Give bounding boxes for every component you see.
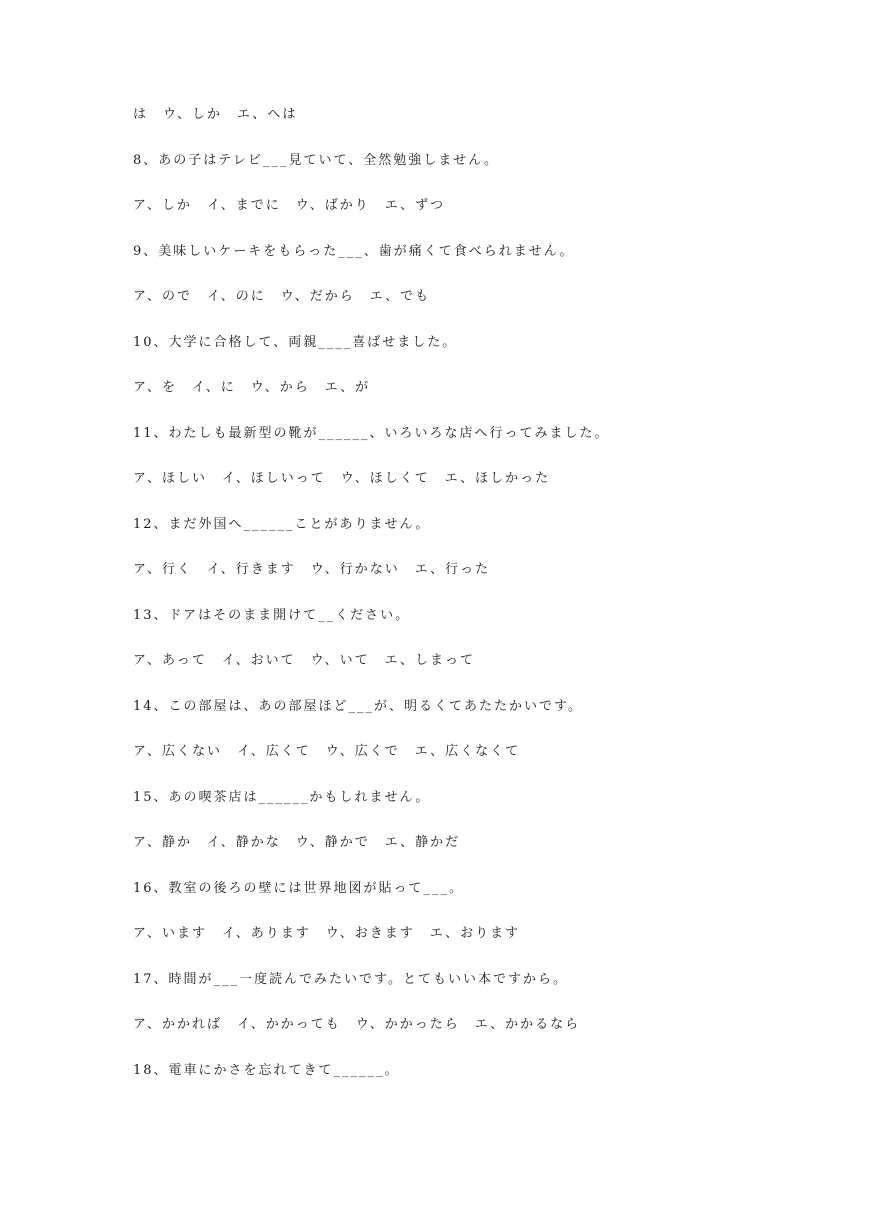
options-9: ア、ので イ、のに ウ、だから エ、でも [133,289,431,304]
question-17: 17、時間が___一度読んでみたいです。とてもいい本ですから。 [133,971,569,987]
question-10: 10、大学に合格して、両親____喜ばせました。 [133,334,458,350]
question-11: 11、わたしも最新型の靴が______、いろいろな店へ行ってみました。 [133,425,610,441]
question-15: 15、あの喫茶店は______かもしれません。 [133,789,431,805]
options-16: ア、います イ、あります ウ、おきます エ、おります [133,926,521,941]
question-14: 14、この部屋は、あの部屋ほど___が、明るくてあたたかいです。 [133,698,584,714]
options-13: ア、あって イ、おいて ウ、いて エ、しまって [133,653,476,668]
options-15: ア、静か イ、静かな ウ、静かで エ、静かだ [133,835,461,850]
question-8: 8、あの子はテレビ___見ていて、全然勉強しません。 [133,152,500,168]
options-11: ア、ほしい イ、ほしいって ウ、ほしくて エ、ほしかった [133,471,551,486]
option-line: は ウ、しか エ、へは [133,107,298,122]
options-8: ア、しか イ、までに ウ、ばかり エ、ずつ [133,198,446,213]
text-body [133,104,833,1105]
question-16: 16、教室の後ろの壁には世界地図が貼って___。 [133,880,465,896]
question-13: 13、ドアはそのまま開けて__ください。 [133,607,411,623]
options-17: ア、かかれば イ、かかっても ウ、かかったら エ、かかるなら [133,1017,581,1032]
question-12: 12、まだ外国へ______ことがありません。 [133,516,431,532]
question-9: 9、美味しいケーキをもらった___、歯が痛くて食べられません。 [133,243,575,259]
options-14: ア、広くない イ、広くて ウ、広くで エ、広くなくて [133,744,521,759]
question-18: 18、電車にかさを忘れてきて______。 [133,1062,400,1078]
options-12: ア、行く イ、行きます ウ、行かない エ、行った [133,562,491,577]
options-10: ア、を イ、に ウ、から エ、が [133,380,371,395]
